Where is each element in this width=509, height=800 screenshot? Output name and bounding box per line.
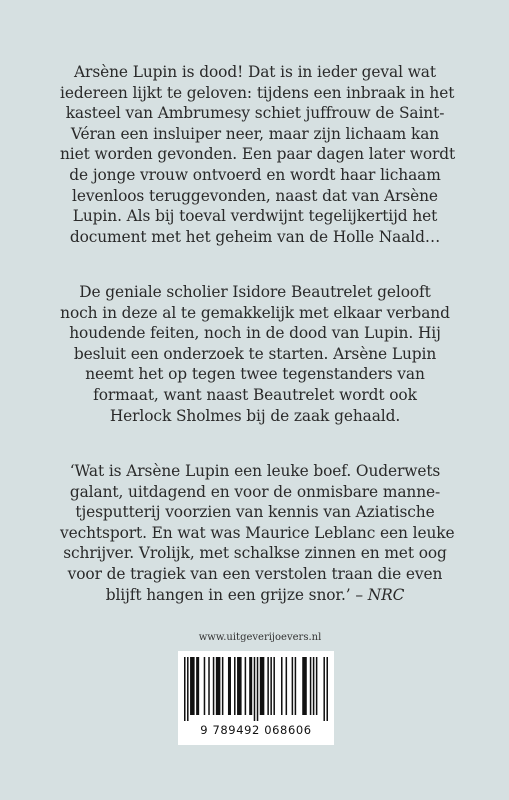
barcode-bar xyxy=(326,657,328,721)
barcode-bar xyxy=(184,657,186,721)
barcode-bar xyxy=(260,657,265,715)
text-line xyxy=(60,585,450,606)
text-line: de jonge vrouw ontvoerd en wordt haar lichaam xyxy=(69,165,441,184)
text-line: tjesputterij voorzien van kennis van Aziatische xyxy=(75,503,435,522)
text-line: De geniale scholier Isidore Beautrelet gelooft xyxy=(79,283,431,301)
text-line: iedereen lijkt te geloven: tijdens een inbraak in het xyxy=(60,83,455,102)
text-line: levenloos teruggevonden, naast dat van Arsène xyxy=(72,186,438,205)
blurb-paragraph-1 xyxy=(60,62,456,247)
barcode-bar xyxy=(292,657,294,715)
barcode-bar xyxy=(208,657,210,715)
barcode-bar xyxy=(323,657,325,721)
text-line: Véran een insluiper neer, maar zijn lichaam kan xyxy=(70,124,440,143)
text-line: neemt het op tegen twee tegenstanders van xyxy=(85,365,425,384)
barcode-bar xyxy=(310,657,312,715)
review-quote xyxy=(60,461,455,605)
text-line: schrijver. Vrolijk, met schalkse zinnen en met oog xyxy=(63,544,447,563)
barcode-bar xyxy=(295,657,297,715)
barcode-bar xyxy=(254,657,256,721)
barcode-bar xyxy=(228,657,231,715)
text-line: kasteel van Ambrumesy schiet juffrouw de Saint- xyxy=(65,104,445,123)
barcode-bar xyxy=(313,657,315,715)
barcode-bar xyxy=(237,657,242,715)
text-line: galant, uitdagend en voor de onmisbare manne- xyxy=(69,482,441,501)
blurb-paragraph-2 xyxy=(60,282,450,426)
text-line: besluit een onderzoek te starten. Arsène Lupin xyxy=(73,344,437,363)
barcode-bar xyxy=(281,657,283,715)
barcode-digits: 9 789492 068606 xyxy=(200,723,312,737)
publisher-website: www.uitgeverijoevers.nl xyxy=(198,632,322,643)
barcode-bar xyxy=(302,657,307,715)
barcode-bar xyxy=(234,657,236,715)
barcode-bar xyxy=(187,657,189,721)
barcode-bar xyxy=(257,657,259,721)
text-line: voor de tragiek van een verstolen traan die even xyxy=(67,564,443,583)
barcode-bar xyxy=(204,657,206,715)
text-line: document met het geheim van de Holle Naald… xyxy=(69,227,441,246)
barcode-bar xyxy=(273,657,275,715)
barcode-bar xyxy=(245,657,247,715)
text-line: ‘Wat is Arsène Lupin een leuke boef. Ouderwets xyxy=(69,462,441,480)
barcode-bar xyxy=(190,657,195,715)
barcode-bar xyxy=(270,657,272,715)
text-line: Lupin. Als bij toeval verdwijnt tegelijkertijd het xyxy=(72,207,438,226)
barcode-bars xyxy=(184,657,328,721)
barcode-bar xyxy=(196,657,199,715)
barcode-bar xyxy=(316,657,318,715)
barcode-bar xyxy=(222,657,224,715)
barcode-bar xyxy=(249,657,252,715)
text-line: niet worden gevonden. Een paar dagen later wordt xyxy=(60,145,456,164)
barcode-bar xyxy=(286,657,288,715)
text-line: vechtsport. En wat was Maurice Leblanc een leuke xyxy=(60,523,455,542)
text-line: Arsène Lupin is dood! Dat is in ieder geval wat xyxy=(74,63,436,81)
quote-source: NRC xyxy=(367,585,405,604)
isbn-barcode xyxy=(178,651,334,745)
text-line: Herlock Sholmes bij de zaak gehaald. xyxy=(109,406,401,425)
barcode-bar xyxy=(216,657,221,715)
text-line: houdende feiten, noch in de dood van Lupin. Hij xyxy=(69,324,441,343)
barcode-bar xyxy=(267,657,269,715)
barcode-bar xyxy=(213,657,215,715)
text-line: noch in deze al te gemakkelijk met elkaar verband xyxy=(60,303,450,322)
text-line: formaat, want naast Beautrelet wordt ook xyxy=(93,385,417,404)
quote-last-line: blijft hangen in een grijze snor.’ – xyxy=(105,585,363,604)
